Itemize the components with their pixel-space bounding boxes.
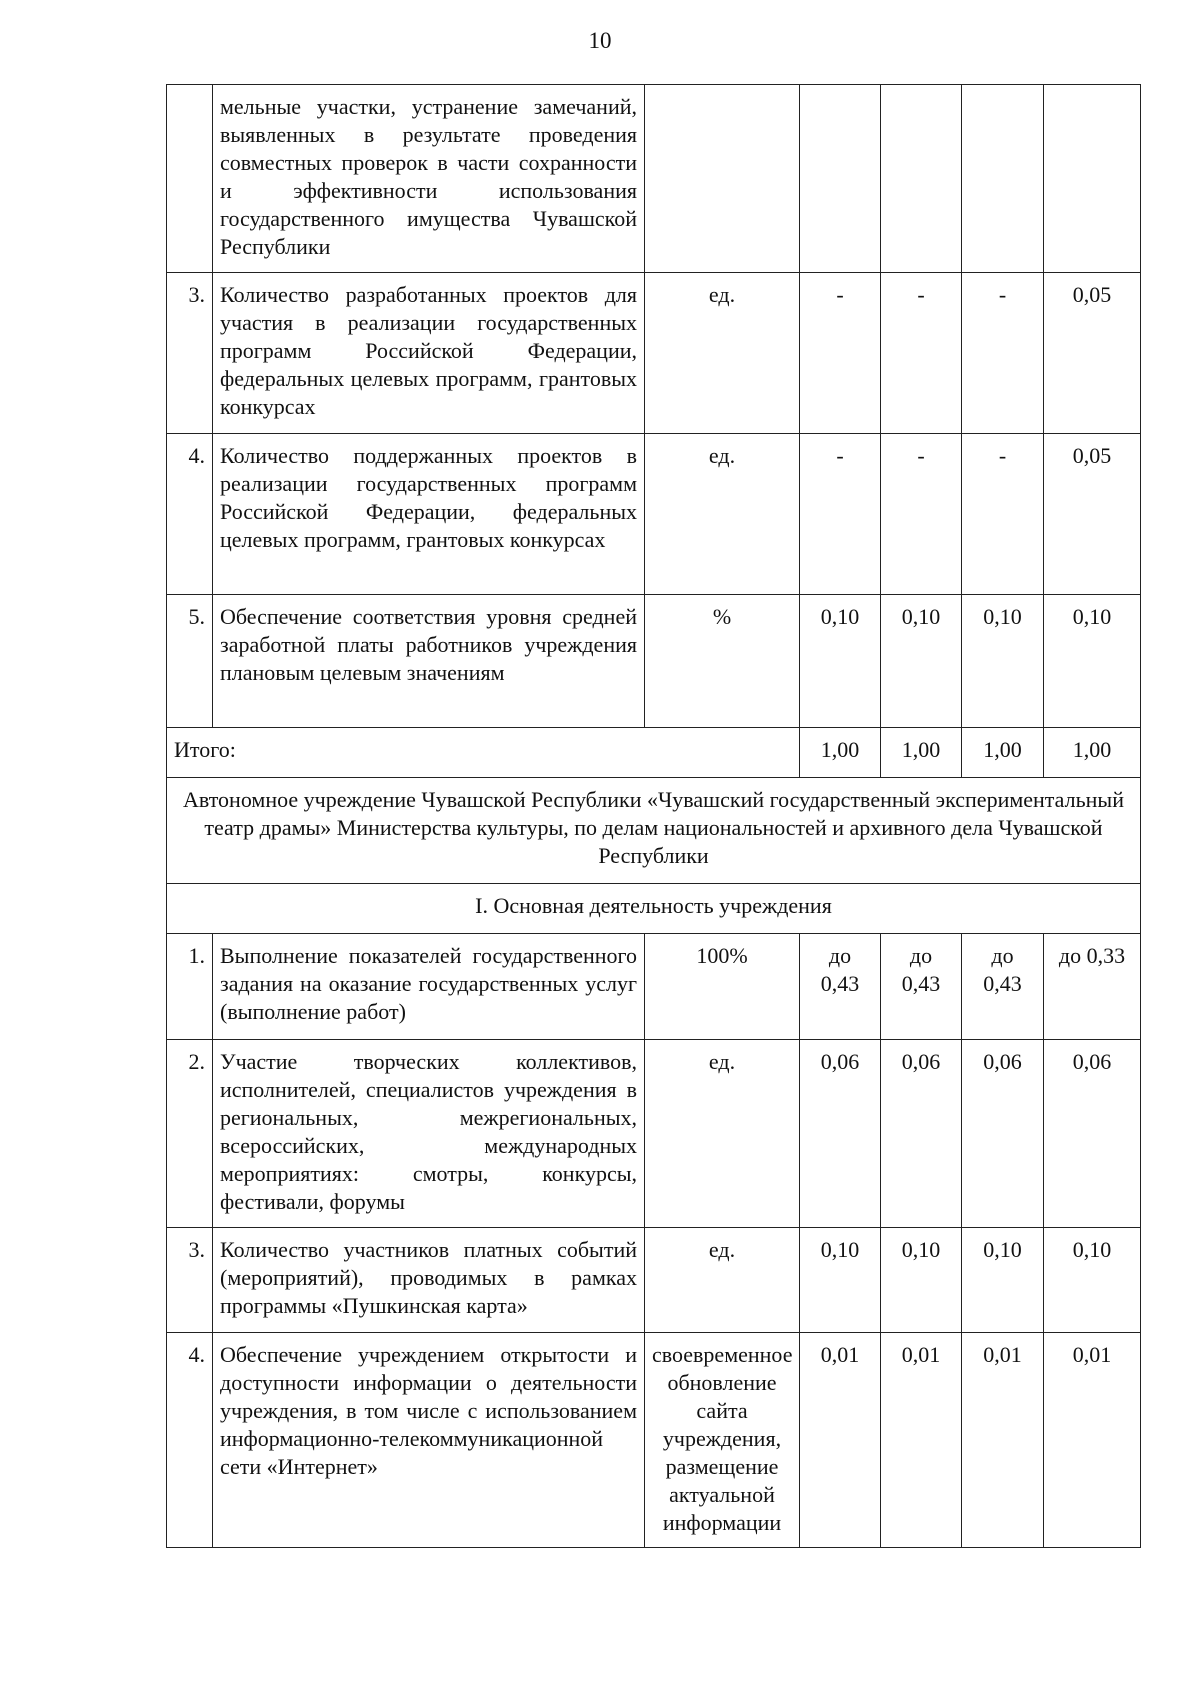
unit-cell: ед. xyxy=(645,1228,800,1333)
value-prefix: до xyxy=(828,943,852,968)
value-number: 0,43 xyxy=(901,971,941,996)
value-cell: 0,10 xyxy=(962,595,1044,728)
total-value: 1,00 xyxy=(1044,728,1141,778)
value-cell xyxy=(881,85,962,273)
value-cell: 0,10 xyxy=(800,595,881,728)
value-number: 0,43 xyxy=(820,971,860,996)
total-value: 1,00 xyxy=(800,728,881,778)
total-label: Итого: xyxy=(167,728,800,778)
value-cell xyxy=(800,85,881,273)
total-value: 1,00 xyxy=(962,728,1044,778)
table-row xyxy=(167,434,1141,595)
value-cell: 0,10 xyxy=(1044,595,1141,728)
indicators-table xyxy=(166,84,1141,1548)
unit-cell xyxy=(645,85,800,273)
row-number: 5. xyxy=(167,595,213,728)
row-number: 2. xyxy=(167,1040,213,1228)
unit-cell: своевременное обновление сайта учреждения, размещение актуальной информации xyxy=(645,1333,800,1548)
row-number: 3. xyxy=(167,273,213,434)
value-cell: 0,06 xyxy=(1044,1040,1141,1228)
value-cell: 0,10 xyxy=(800,1228,881,1333)
row-number: 3. xyxy=(167,1228,213,1333)
total-row xyxy=(167,728,1141,778)
value-cell: 0,01 xyxy=(1044,1333,1141,1548)
value-cell: 0,05 xyxy=(1044,273,1141,434)
section-heading: I. Основная деятельность учреждения xyxy=(167,884,1141,934)
value-cell xyxy=(962,934,1044,1040)
indicator-description: Количество участников платных событий (мероприятий), проводимых в рамках программы «Пушкинская карта» xyxy=(213,1228,645,1333)
value-cell xyxy=(962,85,1044,273)
organization-row xyxy=(167,778,1141,884)
table-row xyxy=(167,273,1141,434)
value-cell: - xyxy=(881,273,962,434)
value-cell: 0,10 xyxy=(1044,1228,1141,1333)
section-row xyxy=(167,884,1141,934)
value-cell: 0,01 xyxy=(962,1333,1044,1548)
value-prefix: до xyxy=(991,943,1014,968)
table-row xyxy=(167,595,1141,728)
unit-cell: ед. xyxy=(645,273,800,434)
indicator-description: Количество поддержанных проектов в реализации государственных программ Российской Федерации, федеральных целевых программ, грантовых конкурсах xyxy=(213,434,645,595)
value-text: до 0,33 xyxy=(1058,943,1126,968)
value-cell: 0,01 xyxy=(881,1333,962,1548)
row-number: 4. xyxy=(167,434,213,595)
value-cell: 0,10 xyxy=(962,1228,1044,1333)
indicator-description: Количество разработанных проектов для участия в реализации государственных программ Российской Федерации, федеральных целевых программ, грантовых конкурсах xyxy=(213,273,645,434)
page-number: 10 xyxy=(588,28,612,53)
indicator-description: мельные участки, устранение замечаний, выявленных в результате проведения совместных проверок в части сохранности и эффективности использования государственного имущества Чувашской Республики xyxy=(213,85,645,273)
row-number xyxy=(167,85,213,273)
unit-cell: ед. xyxy=(645,1040,800,1228)
value-cell: 0,10 xyxy=(881,1228,962,1333)
value-cell: - xyxy=(962,273,1044,434)
total-value: 1,00 xyxy=(881,728,962,778)
value-cell xyxy=(881,934,962,1040)
row-number: 1. xyxy=(167,934,213,1040)
row-number: 4. xyxy=(167,1333,213,1548)
organization-heading: Автономное учреждение Чувашской Республики «Чувашский государственный экспериментальный театр драмы» Министерства культуры, по делам национальностей и архивного дела Чувашской Республики xyxy=(167,778,1141,884)
value-cell: 0,06 xyxy=(881,1040,962,1228)
value-cell xyxy=(800,934,881,1040)
value-cell: - xyxy=(962,434,1044,595)
unit-cell: ед. xyxy=(645,434,800,595)
indicator-description: Обеспечение соответствия уровня средней заработной платы работников учреждения плановым целевым значениям xyxy=(213,595,645,728)
value-cell: 0,01 xyxy=(800,1333,881,1548)
indicator-description: Выполнение показателей государственного задания на оказание государственных услуг (выполнение работ) xyxy=(213,934,645,1040)
unit-cell: 100% xyxy=(645,934,800,1040)
value-cell xyxy=(1044,934,1141,1040)
value-cell: - xyxy=(800,273,881,434)
value-cell: - xyxy=(881,434,962,595)
value-cell: 0,05 xyxy=(1044,434,1141,595)
value-prefix: до xyxy=(909,943,933,968)
value-cell: - xyxy=(800,434,881,595)
table-row xyxy=(167,1333,1141,1548)
table-row xyxy=(167,85,1141,273)
unit-cell: % xyxy=(645,595,800,728)
table-row xyxy=(167,934,1141,1040)
table-row xyxy=(167,1040,1141,1228)
indicator-description: Участие творческих коллективов, исполнителей, специалистов учреждения в региональных, межрегиональных, всероссийских, международных мероприятиях: смотры, конкурсы, фестивали, форумы xyxy=(213,1040,645,1228)
value-number: 0,43 xyxy=(983,971,1022,996)
indicator-description: Обеспечение учреждением открытости и доступности информации о деятельности учреждения, в том числе с использованием информационно-телекоммуникационной сети «Интернет» xyxy=(213,1333,645,1548)
table-row xyxy=(167,1228,1141,1333)
value-cell xyxy=(1044,85,1141,273)
value-cell: 0,06 xyxy=(962,1040,1044,1228)
value-cell: 0,10 xyxy=(881,595,962,728)
value-cell: 0,06 xyxy=(800,1040,881,1228)
